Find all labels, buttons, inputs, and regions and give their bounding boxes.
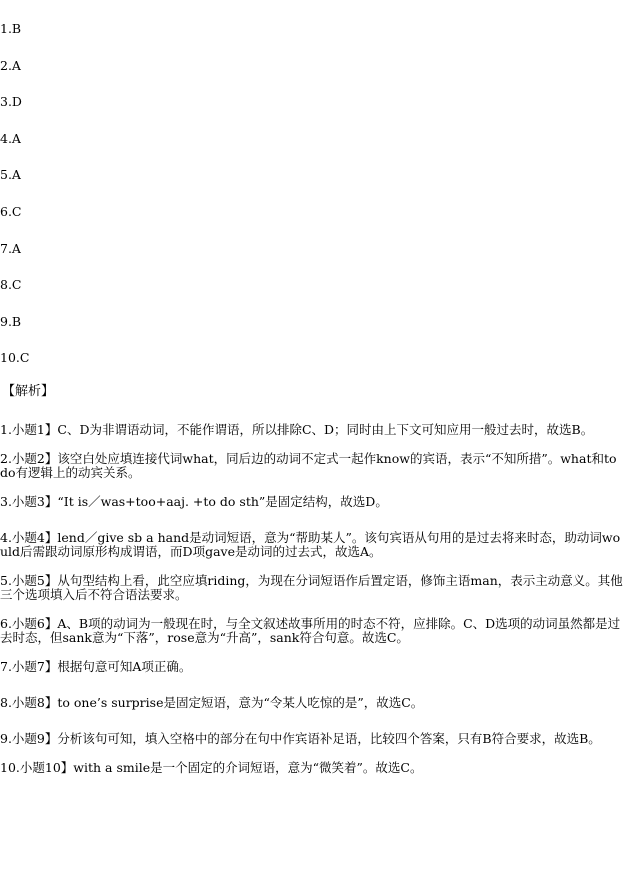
explanation-item: 10.小题10】with a smile是一个固定的介词短语，意为“微笑着”。故选C。 [0,760,423,775]
explanation-item: 5.小题5】从句型结构上看，此空应填riding，为现在分词短语作后置定语，修饰主语man，表示主动意义。其他三个选项填入后不符合语法要求。 [0,573,623,602]
answer-item: 9.B [0,313,22,329]
answer-list [0,22,29,388]
explanation-item: 8.小题8】to one’s surprise是固定短语，意为“令某人吃惊的是”，故选C。 [0,695,424,710]
answer-item: 6.C [0,203,22,219]
explanation-item: 4.小题4】lend／give sb a hand是动词短语，意为“帮助某人”。该句宾语从句用的是过去将来时态，助动词would后需跟动词原形构成谓语，而D项gave是动词的过去式，故选A。 [0,530,621,559]
answer-item: 8.C [0,277,22,293]
answer-item: 4.A [0,130,21,146]
answer-item: 7.A [0,240,21,256]
answer-item: 5.A [0,167,21,183]
explanation-item: 6.小题6】A、B项的动词为一般现在时，与全文叙述故事所用的时态不符，应排除。C、D选项的动词虽然都是过去时态，但sank意为“下落”，rose意为“升高”，sank符合句意。故选C。 [0,616,621,645]
explanation-item: 9.小题9】分析该句可知，填入空格中的部分在句中作宾语补足语，比较四个答案，只有B符合要求，故选B。 [0,731,601,746]
explanation-item: 2.小题2】该空白处应填连接代词what，同后边的动词不定式一起作know的宾语，表示“不知所措”。what和to do有逻辑上的动宾关系。 [0,451,617,480]
answer-item: 2.A [0,57,21,73]
explanation-item: 1.小题1】C、D为非谓语动词，不能作谓语，所以排除C、D；同时由上下文可知应用一般过去时，故选B。 [0,422,594,437]
answer-item: 1.B [0,21,22,36]
explanation-item: 7.小题7】根据句意可知A项正确。 [0,659,192,674]
explanation-item: 3.小题3】“It is／was+too+aaj. +to do sth”是固定结构，故选D。 [0,494,388,509]
explanation-list [0,423,628,797]
answer-item: 3.D [0,94,22,110]
analysis-heading: 【解析】 [2,384,55,399]
answer-item: 10.C [0,350,30,366]
